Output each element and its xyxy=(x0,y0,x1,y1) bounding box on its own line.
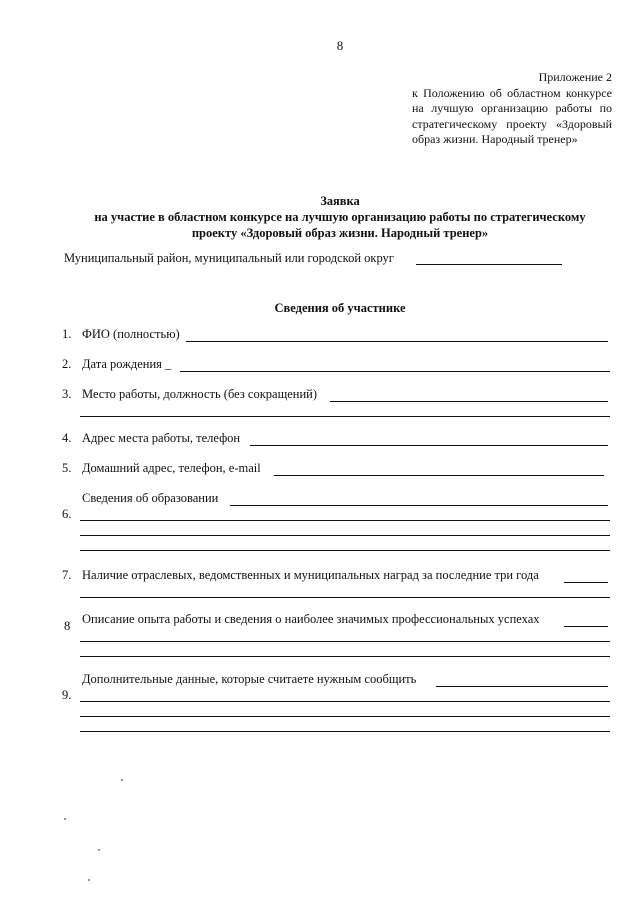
appendix-text: к Положению об областном конкурсе на лучшую организацию работы по стратегическому проекту «Здоровый образ жизни. Народный тренер» xyxy=(412,85,612,146)
scan-speck xyxy=(64,818,66,820)
education-field-line3[interactable] xyxy=(80,535,610,536)
municipality-label: Муниципальный район, муниципальный или городской округ xyxy=(64,251,394,265)
experience-field-line2[interactable] xyxy=(80,641,610,642)
section-title: Сведения об участнике xyxy=(274,301,406,315)
education-field[interactable] xyxy=(230,505,608,506)
awards-field-line2[interactable] xyxy=(80,597,610,598)
municipality-field[interactable] xyxy=(416,264,562,265)
field-number: 9. xyxy=(62,688,72,702)
field-number: 2. xyxy=(62,357,72,371)
field-label-work-address: Адрес места работы, телефон xyxy=(82,431,241,445)
field-label-birthdate: Дата рождения _ xyxy=(82,357,172,371)
form-subtitle-line2: проекту «Здоровый образ жизни. Народный тренер» xyxy=(191,226,489,240)
field-number: 7. xyxy=(62,568,72,582)
work-address-field[interactable] xyxy=(250,445,608,446)
field-label-awards: Наличие отраслевых, ведомственных и муниципальных наград за последние три года xyxy=(82,568,539,582)
appendix-title: Приложение 2 xyxy=(538,70,612,84)
scan-speck xyxy=(121,779,123,781)
experience-field-line3[interactable] xyxy=(80,656,610,657)
additional-field[interactable] xyxy=(436,686,608,687)
field-label-additional: Дополнительные данные, которые считаете нужным сообщить xyxy=(82,672,417,686)
additional-field-line3[interactable] xyxy=(80,716,610,717)
field-label-experience: Описание опыта работы и сведения о наиболее значимых профессиональных успехах xyxy=(82,612,540,626)
field-number: 3. xyxy=(62,387,72,401)
field-label-home-address: Домашний адрес, телефон, e-mail xyxy=(82,461,261,475)
scan-speck xyxy=(88,879,90,881)
field-label-fio: ФИО (полностью) xyxy=(82,327,180,341)
field-number: 4. xyxy=(62,431,72,445)
field-number: 8 xyxy=(64,619,71,633)
form-subtitle-line1: на участие в областном конкурсе на лучшую организацию работы по стратегическому xyxy=(94,210,586,224)
appendix-note xyxy=(412,70,612,148)
field-number: 5. xyxy=(62,461,72,475)
education-field-line4[interactable] xyxy=(80,550,610,551)
experience-field[interactable] xyxy=(564,626,608,627)
workplace-field[interactable] xyxy=(330,401,608,402)
scan-speck xyxy=(98,849,100,851)
additional-field-line2[interactable] xyxy=(80,701,610,702)
field-label-education: Сведения об образовании xyxy=(82,491,219,505)
fio-field[interactable] xyxy=(186,341,608,342)
additional-field-line4[interactable] xyxy=(80,731,610,732)
home-address-field[interactable] xyxy=(274,475,604,476)
awards-field[interactable] xyxy=(564,582,608,583)
page-number: 8 xyxy=(336,38,344,53)
workplace-field-line2[interactable] xyxy=(80,416,610,417)
form-title: Заявка xyxy=(320,194,360,208)
birthdate-field[interactable] xyxy=(180,371,610,372)
field-number: 6. xyxy=(62,507,72,521)
education-field-line2[interactable] xyxy=(80,520,610,521)
field-number: 1. xyxy=(62,327,72,341)
field-label-workplace: Место работы, должность (без сокращений) xyxy=(82,387,317,401)
